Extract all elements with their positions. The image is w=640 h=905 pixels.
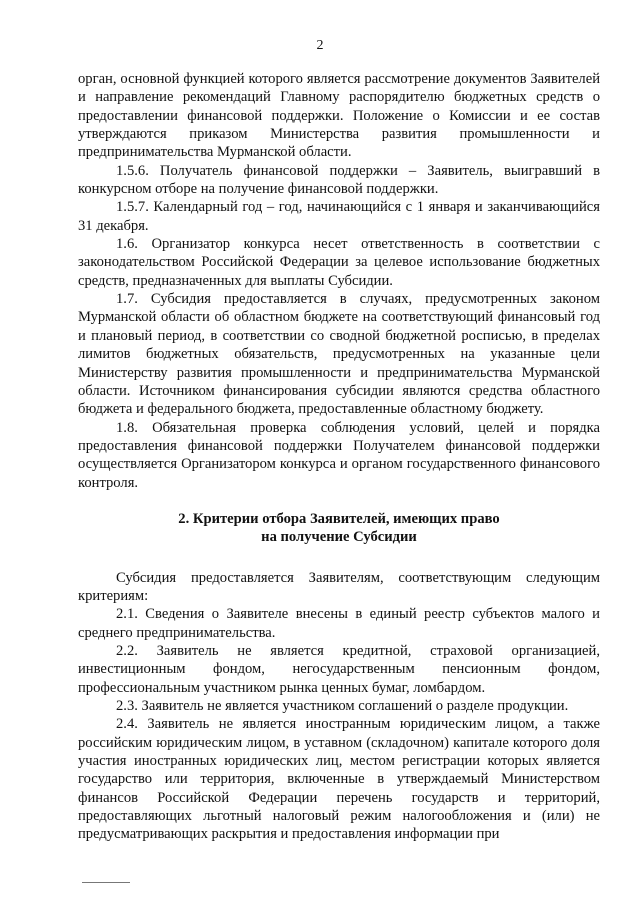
paragraph: 2.4. Заявитель не является иностранным юридическим лицом, а также российским юридическим лицом, в уставном (складочном) капитале которого доля участия иностранных юридических лиц, местом регистрации которых является государство или территория, включенные в утверждаемый Министерством финансов Российской Федерации перечень государств и территорий, предоставляющих льготный налоговый режим налогообложения и (или) не предусматривающих раскрытия и предоставления информации при bbox=[78, 716, 600, 843]
paragraph: 2.1. Сведения о Заявителе внесены в единый реестр субъектов малого и среднего предпринимательства. bbox=[78, 606, 600, 641]
section-heading bbox=[78, 510, 600, 547]
section-heading-line: на получение Субсидии bbox=[261, 529, 417, 546]
paragraph: Субсидия предоставляется Заявителям, соответствующим следующим критериям: bbox=[78, 569, 600, 604]
paragraph: 1.5.6. Получатель финансовой поддержки – Заявитель, выигравший в конкурсном отборе на получение финансовой поддержки. bbox=[78, 162, 600, 198]
paragraphs-before-heading bbox=[78, 70, 600, 492]
section-heading-line: 2. Критерии отбора Заявителей, имеющих право bbox=[178, 510, 500, 527]
paragraph: 2.2. Заявитель не является кредитной, страховой организацией, инвестиционным фондом, негосударственным пенсионным фондом, профессиональным участником рынка ценных бумаг, ломбардом. bbox=[78, 642, 600, 696]
document-body bbox=[78, 70, 600, 844]
page-number: 2 bbox=[316, 38, 324, 53]
footer-rule bbox=[82, 882, 130, 883]
paragraph: 1.8. Обязательная проверка соблюдения условий, целей и порядка предоставления финансовой поддержки Получателем финансовой поддержки осуществляется Организатором конкурса и органом государственного финансового контроля. bbox=[78, 419, 600, 491]
paragraph: 1.7. Субсидия предоставляется в случаях, предусмотренных законом Мурманской области об областном бюджете на соответствующий финансовый год и плановый период, в соответствии со сводной бюджетной росписью, в пределах лимитов бюджетных обязательств, предусмотренных на указанные цели Министерству развития промышленности и предпринимательства Мурманской области. Источником финансирования субсидии являются средства областного бюджета и федерального бюджета, предоставленные областному бюджету. bbox=[78, 291, 600, 418]
paragraph: 1.6. Организатор конкурса несет ответственность в соответствии с законодательством Российской Федерации за целевое использование бюджетных средств, предназначенных для выплаты Субсидии. bbox=[78, 236, 600, 289]
paragraph: орган, основной функцией которого является рассмотрение документов Заявителей и направление рекомендаций Главному распорядителю бюджетных средств о предоставлении финансовой поддержки. Положение о Комиссии и ее состав утверждаются приказом Министерства развития промышленности и предпринимательства Мурманской области. bbox=[78, 71, 600, 161]
paragraph: 2.3. Заявитель не является участником соглашений о разделе продукции. bbox=[116, 698, 569, 714]
paragraph: 1.5.7. Календарный год – год, начинающийся с 1 января и заканчивающийся 31 декабря. bbox=[78, 199, 600, 234]
paragraphs-after-heading bbox=[78, 569, 600, 844]
